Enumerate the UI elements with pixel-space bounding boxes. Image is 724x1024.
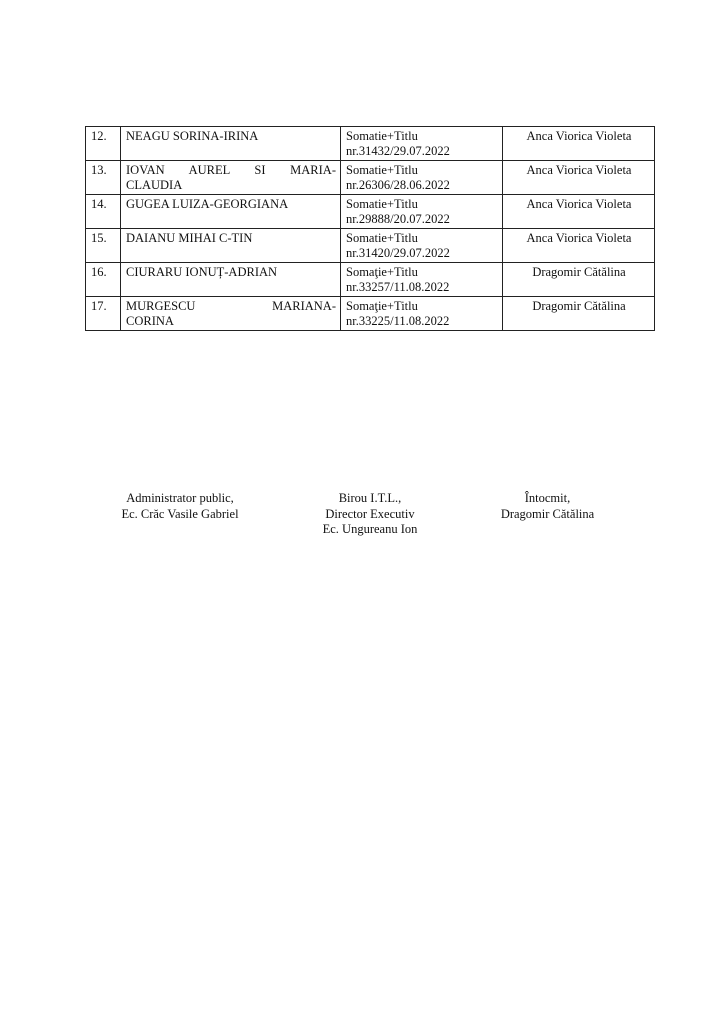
responsible-person: Anca Viorica Violeta <box>503 127 655 161</box>
signature-role: Administrator public, <box>126 491 234 505</box>
row-number: 12. <box>86 127 121 161</box>
debtor-name <box>121 229 341 263</box>
signature-role: Director Executiv <box>325 506 415 521</box>
document-number: nr.33257/11.08.2022 <box>346 280 450 294</box>
document-number: nr.26306/28.06.2022 <box>346 178 450 192</box>
debtor-name <box>121 195 341 229</box>
table-row <box>86 263 655 297</box>
document-number: nr.31420/29.07.2022 <box>346 246 450 260</box>
document-reference <box>341 127 503 161</box>
signature-itl-office <box>295 491 445 538</box>
document-number: nr.29888/20.07.2022 <box>346 212 450 226</box>
signature-department: Birou I.T.L., <box>338 491 402 505</box>
signature-person: Dragomir Cătălina <box>500 506 595 521</box>
records-table <box>85 126 655 331</box>
signature-block <box>0 491 724 551</box>
responsible-person: Anca Viorica Violeta <box>503 161 655 195</box>
document-type: Somatie+Titlu <box>346 163 418 177</box>
document-number: nr.31432/29.07.2022 <box>346 144 450 158</box>
responsible-person: Anca Viorica Violeta <box>503 229 655 263</box>
signature-person: Ec. Crăc Vasile Gabriel <box>121 506 239 521</box>
debtor-name-line2: CORINA <box>126 314 174 328</box>
document-reference <box>341 195 503 229</box>
document-type: Somatie+Titlu <box>346 231 418 245</box>
document-reference <box>341 229 503 263</box>
debtor-name <box>121 127 341 161</box>
document-type: Somatie+Titlu <box>346 129 418 143</box>
document-reference <box>341 263 503 297</box>
signature-prepared-by <box>470 491 625 522</box>
responsible-person: Anca Viorica Violeta <box>503 195 655 229</box>
table-row <box>86 161 655 195</box>
debtor-name-line1: CIURARU IONUȚ-ADRIAN <box>126 265 278 279</box>
document-type: Somaţie+Titlu <box>346 265 418 279</box>
table-row <box>86 297 655 331</box>
debtor-name-line1: DAIANU MIHAI C-TIN <box>126 231 253 245</box>
document-number: nr.33225/11.08.2022 <box>346 314 450 328</box>
table-row <box>86 195 655 229</box>
debtor-name-line2: CLAUDIA <box>126 178 183 192</box>
document-reference <box>341 297 503 331</box>
responsible-person: Dragomir Cătălina <box>503 263 655 297</box>
debtor-name-line1: MURGESCU MARIANA- <box>126 299 336 313</box>
table-row <box>86 127 655 161</box>
debtor-name <box>121 161 341 195</box>
row-number: 14. <box>86 195 121 229</box>
debtor-name-line1: GUGEA LUIZA-GEORGIANA <box>126 197 289 211</box>
row-number: 16. <box>86 263 121 297</box>
records-table-container <box>85 126 655 331</box>
row-number: 15. <box>86 229 121 263</box>
signature-role: Întocmit, <box>524 491 571 505</box>
debtor-name-line1: IOVAN AUREL SI MARIA- <box>126 163 336 177</box>
document-type: Somaţie+Titlu <box>346 299 418 313</box>
signature-administrator <box>95 491 265 522</box>
document-reference <box>341 161 503 195</box>
document-type: Somatie+Titlu <box>346 197 418 211</box>
debtor-name <box>121 263 341 297</box>
table-row <box>86 229 655 263</box>
responsible-person: Dragomir Cătălina <box>503 297 655 331</box>
signature-person: Ec. Ungureanu Ion <box>322 522 418 536</box>
debtor-name-line1: NEAGU SORINA-IRINA <box>126 129 259 143</box>
debtor-name <box>121 297 341 331</box>
row-number: 13. <box>86 161 121 195</box>
row-number: 17. <box>86 297 121 331</box>
